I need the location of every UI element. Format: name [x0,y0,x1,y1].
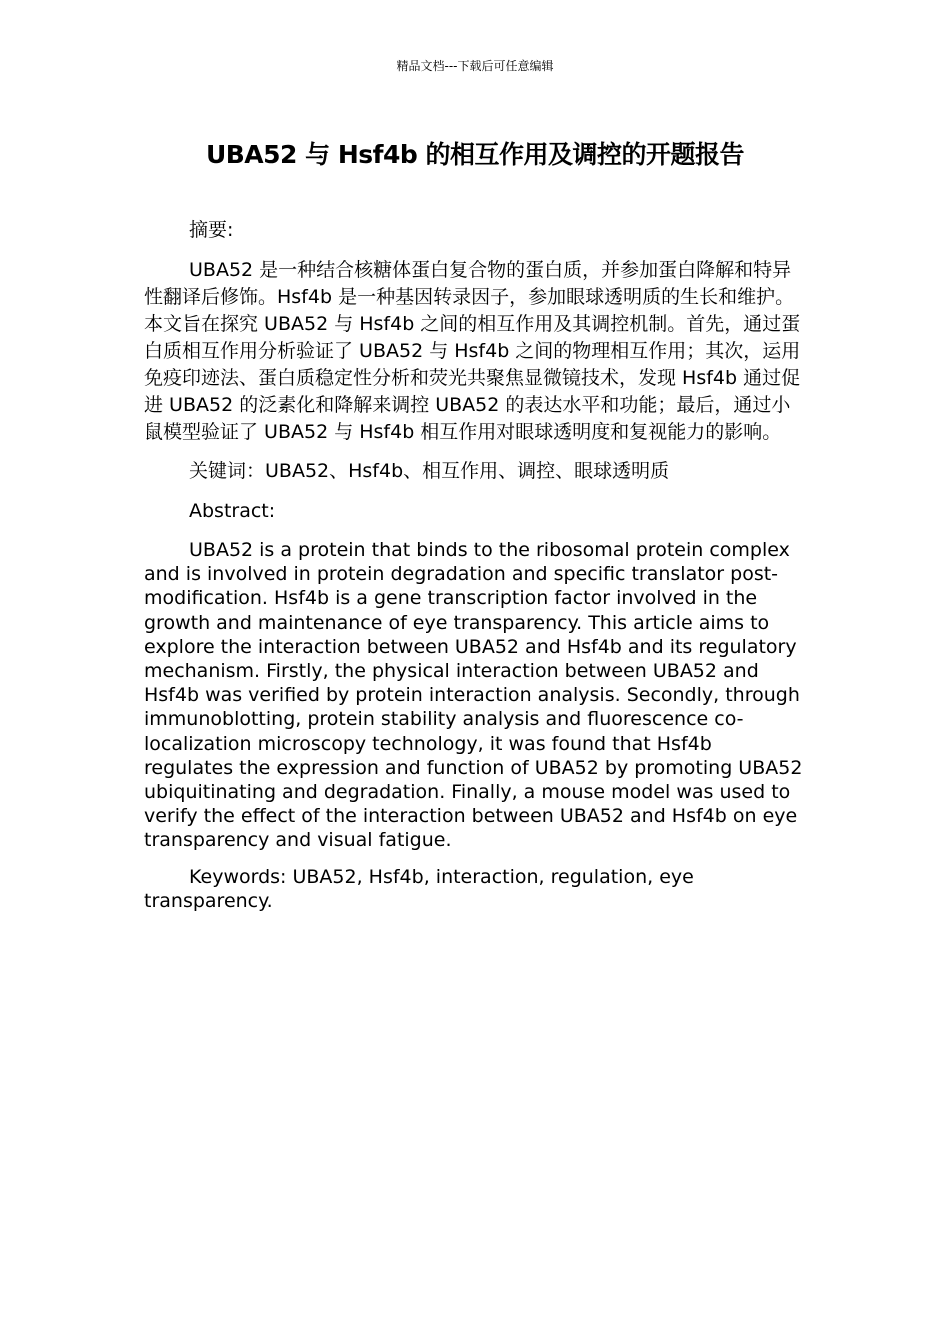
document-title: UBA52 与 Hsf4b 的相互作用及调控的开题报告 [205,140,745,169]
abstract-en-label: Abstract: [189,500,276,522]
abstract-cn-label: 摘要: [189,219,234,241]
abstract-cn-body: UBA52 是一种结合核糖体蛋白复合物的蛋白质，并参加蛋白降解和特异性翻译后修饰。Hsf4b 是一种基因转录因子，参加眼球透明质的生长和维护。本文旨在探究 UBA52 与 Hsf4b 之间的相互作用及其调控机制。首先，通过蛋白质相互作用分析验证了 UBA52 与 Hsf4b 之间的物理相互作用；其次，运用免疫印迹法、蛋白质稳定性分析和荧光共聚焦显微镜技术，发现 Hsf4b 通过促进 UBA52 的泛素化和降解来调控 UBA52 的表达水平和功能；最后，通过小鼠模型验证了 UBA52 与 Hsf4b 相互作用对眼球透明度和复视能力的影响。 [144,259,801,443]
keywords-cn: 关键词：UBA52、Hsf4b、相互作用、调控、眼球透明质 [189,460,670,482]
document-body [144,217,806,925]
keywords-en: Keywords: UBA52, Hsf4b, interaction, regulation, eye transparency. [144,865,694,912]
header-note: 精品文档---下载后可任意编辑 [396,59,554,73]
abstract-en-body: UBA52 is a protein that binds to the ribosomal protein complex and is involved in protein degradation and specific translator post-modification. Hsf4b is a gene transcription factor involved in the growth and maintenance of eye transparency. This article aims to explore the interaction between UBA52 and Hsf4b and its regulatory mechanism. Firstly, the physical interaction between UBA52 and Hsf4b was verified by protein interaction analysis. Secondly, through immunoblotting, protein stability analysis and fluorescence co-localization microscopy technology, it was found that Hsf4b regulates the expression and function of UBA52 by promoting UBA52 ubiquitinating and degradation. Finally, a mouse model was used to verify the effect of the interaction between UBA52 and Hsf4b on eye transparency and visual fatigue. [144,539,803,852]
